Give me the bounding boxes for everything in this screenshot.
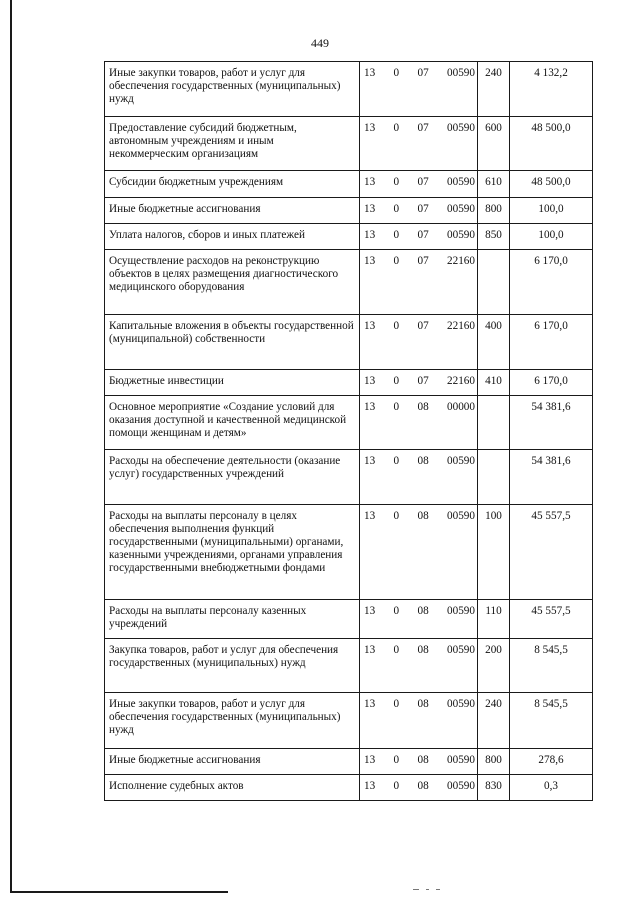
code-part-c4: 00590 [447, 176, 475, 188]
expense-type-code-cell: 200 [478, 639, 510, 693]
code-part-c4: 00590 [447, 67, 475, 79]
expense-name-cell: Расходы на выплаты персоналу в целях обеспечения выполнения функций государственными (муниципальными) органами, казенными учреждениями, органами управления государственными внебюджетными фондами [105, 505, 360, 600]
expense-type-code-cell: 800 [478, 749, 510, 775]
code-part-c3: 07 [417, 203, 429, 215]
table-row [105, 505, 593, 600]
target-article-code-cell [360, 224, 478, 250]
amount-cell: 48 500,0 [510, 171, 593, 198]
expense-type-code-cell: 850 [478, 224, 510, 250]
amount-cell: 54 381,6 [510, 396, 593, 450]
expense-type-code-cell [478, 396, 510, 450]
amount-cell: 45 557,5 [510, 600, 593, 639]
amount-cell: 54 381,6 [510, 450, 593, 505]
scan-speck [436, 889, 440, 890]
table-row [105, 224, 593, 250]
code-part-c2: 0 [393, 122, 400, 134]
table-row [105, 749, 593, 775]
code-part-c2: 0 [393, 644, 400, 656]
expense-name-cell: Субсидии бюджетным учреждениям [105, 171, 360, 198]
target-article-code-cell [360, 370, 478, 396]
amount-cell: 4 132,2 [510, 62, 593, 117]
target-article-code-cell [360, 62, 478, 117]
code-part-c1: 13 [364, 122, 376, 134]
table-row [105, 639, 593, 693]
code-part-c3: 08 [417, 754, 429, 766]
expense-type-code-cell: 610 [478, 171, 510, 198]
code-part-c2: 0 [393, 375, 400, 387]
code-part-c3: 07 [417, 122, 429, 134]
code-part-c4: 00590 [447, 780, 475, 792]
code-part-c1: 13 [364, 176, 376, 188]
amount-cell: 8 545,5 [510, 639, 593, 693]
table-row [105, 171, 593, 198]
amount-cell: 45 557,5 [510, 505, 593, 600]
code-part-c2: 0 [393, 203, 400, 215]
code-part-c4: 00590 [447, 122, 475, 134]
code-part-c3: 07 [417, 375, 429, 387]
table-row [105, 775, 593, 801]
expense-name-cell: Расходы на обеспечение деятельности (оказание услуг) государственных учреждений [105, 450, 360, 505]
expense-name-cell: Капитальные вложения в объекты государственной (муниципальной) собственности [105, 315, 360, 370]
code-parts [364, 780, 475, 793]
amount-cell: 48 500,0 [510, 117, 593, 171]
code-part-c4: 00590 [447, 605, 475, 617]
table-row [105, 62, 593, 117]
code-parts [364, 605, 475, 618]
target-article-code-cell [360, 749, 478, 775]
code-part-c1: 13 [364, 320, 376, 332]
expense-name-cell: Осуществление расходов на реконструкцию объектов в целях размещения диагностического медицинского оборудования [105, 250, 360, 315]
expense-name-cell: Бюджетные инвестиции [105, 370, 360, 396]
code-part-c2: 0 [393, 255, 400, 267]
expense-name-cell: Иные бюджетные ассигнования [105, 198, 360, 224]
target-article-code-cell [360, 505, 478, 600]
amount-cell: 278,6 [510, 749, 593, 775]
code-part-c1: 13 [364, 510, 376, 522]
table-row [105, 370, 593, 396]
code-part-c2: 0 [393, 780, 400, 792]
code-part-c3: 08 [417, 644, 429, 656]
code-part-c2: 0 [393, 229, 400, 241]
table-row [105, 600, 593, 639]
code-part-c4: 00590 [447, 510, 475, 522]
target-article-code-cell [360, 315, 478, 370]
amount-cell: 6 170,0 [510, 370, 593, 396]
code-part-c2: 0 [393, 67, 400, 79]
code-part-c1: 13 [364, 605, 376, 617]
target-article-code-cell [360, 600, 478, 639]
expense-type-code-cell [478, 250, 510, 315]
expense-type-code-cell: 110 [478, 600, 510, 639]
table-row [105, 117, 593, 171]
target-article-code-cell [360, 693, 478, 749]
expense-name-cell: Иные закупки товаров, работ и услуг для обеспечения государственных (муниципальных) нужд [105, 62, 360, 117]
code-part-c4: 00590 [447, 455, 475, 467]
code-parts [364, 698, 475, 711]
code-part-c4: 22160 [447, 375, 475, 387]
code-part-c4: 00590 [447, 754, 475, 766]
code-part-c2: 0 [393, 401, 400, 413]
code-part-c1: 13 [364, 229, 376, 241]
code-part-c4: 22160 [447, 320, 475, 332]
expense-name-cell: Закупка товаров, работ и услуг для обеспечения государственных (муниципальных) нужд [105, 639, 360, 693]
target-article-code-cell [360, 396, 478, 450]
code-parts [364, 644, 475, 657]
budget-table-body [105, 62, 593, 801]
scan-left-edge [10, 0, 12, 893]
code-parts [364, 510, 475, 523]
code-parts [364, 455, 475, 468]
code-part-c1: 13 [364, 644, 376, 656]
code-part-c2: 0 [393, 605, 400, 617]
expense-type-code-cell: 830 [478, 775, 510, 801]
amount-cell: 6 170,0 [510, 250, 593, 315]
amount-cell: 6 170,0 [510, 315, 593, 370]
table-row [105, 450, 593, 505]
code-part-c2: 0 [393, 754, 400, 766]
code-part-c3: 07 [417, 320, 429, 332]
code-parts [364, 176, 475, 189]
target-article-code-cell [360, 775, 478, 801]
code-part-c4: 00590 [447, 203, 475, 215]
expense-type-code-cell: 240 [478, 693, 510, 749]
expense-type-code-cell: 410 [478, 370, 510, 396]
code-parts [364, 229, 475, 242]
code-part-c1: 13 [364, 375, 376, 387]
expense-type-code-cell: 600 [478, 117, 510, 171]
expense-name-cell: Иные бюджетные ассигнования [105, 749, 360, 775]
code-part-c2: 0 [393, 320, 400, 332]
expense-type-code-cell: 800 [478, 198, 510, 224]
code-part-c1: 13 [364, 754, 376, 766]
scan-speck [413, 889, 419, 890]
code-part-c1: 13 [364, 780, 376, 792]
code-part-c1: 13 [364, 255, 376, 267]
expense-name-cell: Предоставление субсидий бюджетным, автономным учреждениям и иным некоммерческим организациям [105, 117, 360, 171]
code-parts [364, 320, 475, 333]
code-part-c1: 13 [364, 203, 376, 215]
code-part-c3: 08 [417, 401, 429, 413]
code-part-c4: 00590 [447, 229, 475, 241]
code-part-c3: 08 [417, 455, 429, 467]
code-part-c4: 00590 [447, 698, 475, 710]
expense-name-cell: Уплата налогов, сборов и иных платежей [105, 224, 360, 250]
code-part-c3: 07 [417, 176, 429, 188]
code-part-c4: 00590 [447, 644, 475, 656]
table-row [105, 250, 593, 315]
scan-speck [426, 889, 429, 890]
table-row [105, 693, 593, 749]
code-part-c1: 13 [364, 401, 376, 413]
code-part-c3: 08 [417, 698, 429, 710]
expense-name-cell: Расходы на выплаты персоналу казенных учреждений [105, 600, 360, 639]
page-number: 449 [311, 36, 329, 50]
expense-type-code-cell: 100 [478, 505, 510, 600]
code-parts [364, 203, 475, 216]
target-article-code-cell [360, 250, 478, 315]
code-parts [364, 754, 475, 767]
code-part-c1: 13 [364, 455, 376, 467]
budget-table [104, 61, 593, 801]
code-part-c2: 0 [393, 510, 400, 522]
code-part-c3: 08 [417, 780, 429, 792]
code-part-c2: 0 [393, 698, 400, 710]
table-row [105, 396, 593, 450]
target-article-code-cell [360, 171, 478, 198]
amount-cell: 100,0 [510, 224, 593, 250]
code-part-c3: 07 [417, 67, 429, 79]
expense-name-cell: Иные закупки товаров, работ и услуг для обеспечения государственных (муниципальных) нужд [105, 693, 360, 749]
target-article-code-cell [360, 450, 478, 505]
code-part-c3: 08 [417, 605, 429, 617]
code-part-c1: 13 [364, 67, 376, 79]
amount-cell: 100,0 [510, 198, 593, 224]
expense-type-code-cell: 240 [478, 62, 510, 117]
expense-type-code-cell [478, 450, 510, 505]
code-part-c3: 07 [417, 255, 429, 267]
target-article-code-cell [360, 198, 478, 224]
code-part-c4: 00000 [447, 401, 475, 413]
code-part-c3: 07 [417, 229, 429, 241]
table-row [105, 315, 593, 370]
target-article-code-cell [360, 117, 478, 171]
code-parts [364, 255, 475, 268]
target-article-code-cell [360, 639, 478, 693]
amount-cell: 0,3 [510, 775, 593, 801]
amount-cell: 8 545,5 [510, 693, 593, 749]
expense-name-cell: Основное мероприятие «Создание условий для оказания доступной и качественной медицинской помощи женщинам и детям» [105, 396, 360, 450]
code-parts [364, 401, 475, 414]
expense-name-cell: Исполнение судебных актов [105, 775, 360, 801]
code-part-c1: 13 [364, 698, 376, 710]
scan-bottom-edge [10, 891, 228, 893]
code-part-c2: 0 [393, 176, 400, 188]
code-parts [364, 122, 475, 135]
code-part-c4: 22160 [447, 255, 475, 267]
code-part-c3: 08 [417, 510, 429, 522]
code-part-c2: 0 [393, 455, 400, 467]
code-parts [364, 67, 475, 80]
code-parts [364, 375, 475, 388]
expense-type-code-cell: 400 [478, 315, 510, 370]
table-row [105, 198, 593, 224]
